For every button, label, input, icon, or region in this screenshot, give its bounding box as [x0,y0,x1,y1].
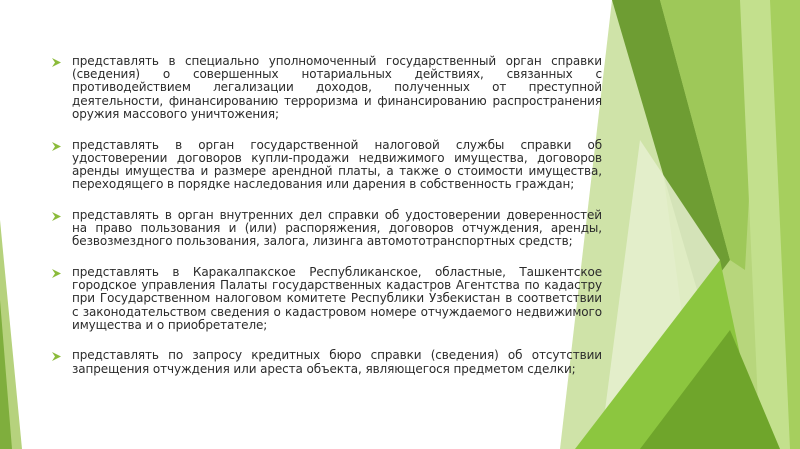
green-arrow-bullet-icon [52,269,61,278]
green-arrow-bullet-icon [52,352,61,361]
green-arrow-bullet-icon [52,212,61,221]
list-item-text: представлять в орган внутренних дел справки об удостоверении доверенностей на право пользования и (или) распоряжения, договоров отчуждения, аренды, безвозмездного пользования, залога, лизинга автомототранспортных средств; [72,207,602,249]
list-item-text: представлять в Каракалпакское Республиканское, областные, Ташкентское городское управления Палаты государственных кадастров Агентства по кадастру при Государственном налоговом комитете Республики Узбекистан в соответствии с законодательством сведения о кадастровом номере отчуждаемого недвижимого имущества и о приобретателе; [72,264,602,332]
bullet-list [50,55,602,376]
list-item-text: представлять в орган государственной налоговой службы справки об удостоверении договоров купли-продажи недвижимого имущества, договоров аренды имущества и размере арендной платы, а также о стоимости имущества, переходящего в порядке наследования или дарения в собственность граждан; [72,137,602,192]
list-item-text: представлять по запросу кредитных бюро справки (сведения) об отсутствии запрещения отчуждения или ареста объекта, являющегося предметом сделки; [72,348,602,376]
bullet-list-container [50,55,602,376]
list-item [50,55,602,121]
list-item [50,349,602,375]
green-arrow-bullet-icon [52,142,61,151]
list-item-text: представлять в специально уполномоченный государственный орган справки (сведения) о совершенных нотариальных действиях, связанных с противодействием легализации доходов, полученных от преступной деятельности, финансированию терроризма и финансированию распространения оружия массового уничтожения; [72,54,602,121]
list-item [50,139,602,192]
list-item [50,209,602,249]
list-item [50,266,602,332]
green-arrow-bullet-icon [52,58,61,67]
